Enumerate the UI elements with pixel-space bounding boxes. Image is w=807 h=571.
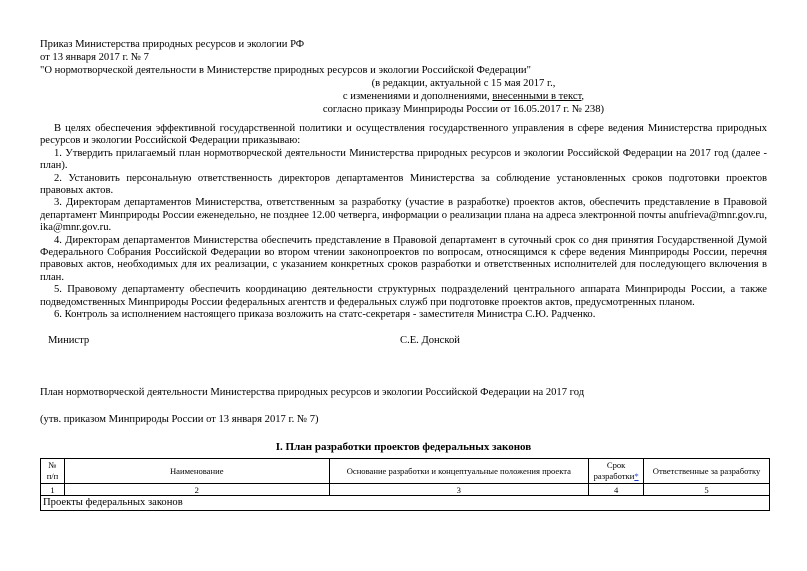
edition-comma: , xyxy=(581,91,585,102)
col-number-header xyxy=(41,459,65,484)
group-row xyxy=(41,496,770,511)
edition-text: с изменениями и дополнениями, xyxy=(342,91,493,102)
col-basis-header: Основание разработки и концептуальные положения проекта xyxy=(329,459,589,484)
order-title: Приказ Министерства природных ресурсов и экологии РФ xyxy=(40,39,305,50)
document-page xyxy=(40,38,767,511)
amendments-link[interactable]: внесенными в текст xyxy=(492,91,582,102)
col-deadline-header xyxy=(589,459,644,484)
order-date: от 13 января 2017 г. № 7 xyxy=(40,52,149,63)
col-name-header: Наименование xyxy=(64,459,329,484)
column-number: 4 xyxy=(589,484,644,496)
column-number: 1 xyxy=(41,484,65,496)
edition-line-3: согласно приказу Минприроды России от 16.05.2017 г. № 238) xyxy=(322,104,605,115)
edition-line-2 xyxy=(160,90,767,103)
col-number-label-2: п/п xyxy=(46,471,59,482)
preamble-paragraph: В целях обеспечения эффективной государственной политики и осуществления государственного управления в сфере ведения Министерства природных ресурсов и экологии Российской Федерации приказываю: xyxy=(40,123,767,147)
order-item-4: 4. Директорам департаментов Министерства обеспечить представление в Правовой департамент в суточный срок со дня принятия Государственной Думой Федерального Собрания Российской Федерации во втором чтении законопроектов по вопросам, относящимся к сфере ведения Минприроды России, перечня правовых актов, необходимых для их реализации, с указанием конкретных сроков разработки и ответственных исполнителей для последующего включения в план. xyxy=(40,234,767,283)
plan-table xyxy=(40,458,770,511)
group-row-label: Проекты федеральных законов xyxy=(41,496,770,511)
order-item-6: 6. Контроль за исполнением настоящего приказа возложить на статс-секретаря - заместителя Министра С.Ю. Радченко. xyxy=(54,309,596,321)
col-deadline-label-1: Срок xyxy=(606,459,626,470)
footnote-link[interactable]: * xyxy=(634,471,639,482)
document-header xyxy=(40,38,767,116)
order-body xyxy=(40,123,767,322)
order-item-1: 1. Утвердить прилагаемый план нормотворческой деятельности Министерства природных ресурсов и экологии Российской Федерации на 2017 год (далее - план). xyxy=(40,147,767,172)
plan-approved-note: (утв. приказом Минприроды России от 13 января 2017 г. № 7) xyxy=(40,414,319,426)
signature-role: Министр xyxy=(48,334,90,346)
table-header-row xyxy=(41,459,770,484)
plan-title: План нормотворческой деятельности Министерства природных ресурсов и экологии Российской Федерации на 2017 год xyxy=(40,387,585,399)
order-item-3: 3. Директорам департаментов Министерства, ответственным за разработку (участие в разработке) проектов актов, обеспечить представление в Правовой департамент Минприроды России еженедельно, не позднее 12.00 четверга, информации о реализации плана на адреса электронной почты anufrieva@mnr.gov.ru, ika@mnr.gov.ru. xyxy=(40,197,767,234)
col-number-label-1: № xyxy=(48,459,57,470)
column-number: 3 xyxy=(329,484,589,496)
order-item-2: 2. Установить персональную ответственность директоров департаментов Министерства за соблюдение установленных сроков подготовки проектов правовых актов. xyxy=(40,172,767,197)
order-item-5: 5. Правовому департаменту обеспечить координацию деятельности структурных подразделений центрального аппарата Минприроды России, а также подведомственных Минприроды России федеральных агентств и федеральных служб при подготовке проектов актов, предусмотренных планом. xyxy=(40,284,767,308)
edition-note xyxy=(160,77,767,116)
col-deadline-label-2: разработки xyxy=(593,471,635,482)
signature-block xyxy=(40,334,767,348)
column-number: 5 xyxy=(644,484,770,496)
edition-line-1: (в редакции, актуальной с 15 мая 2017 г., xyxy=(371,78,556,89)
column-number: 2 xyxy=(64,484,329,496)
order-subject: "О нормотворческой деятельности в Министерстве природных ресурсов и экологии Российской Федерации" xyxy=(40,65,531,76)
col-responsible-header: Ответственные за разработку xyxy=(644,459,770,484)
column-numbers-row xyxy=(41,484,770,496)
section-title: I. План разработки проектов федеральных законов xyxy=(275,440,532,453)
signature-name: С.Е. Донской xyxy=(400,334,460,346)
